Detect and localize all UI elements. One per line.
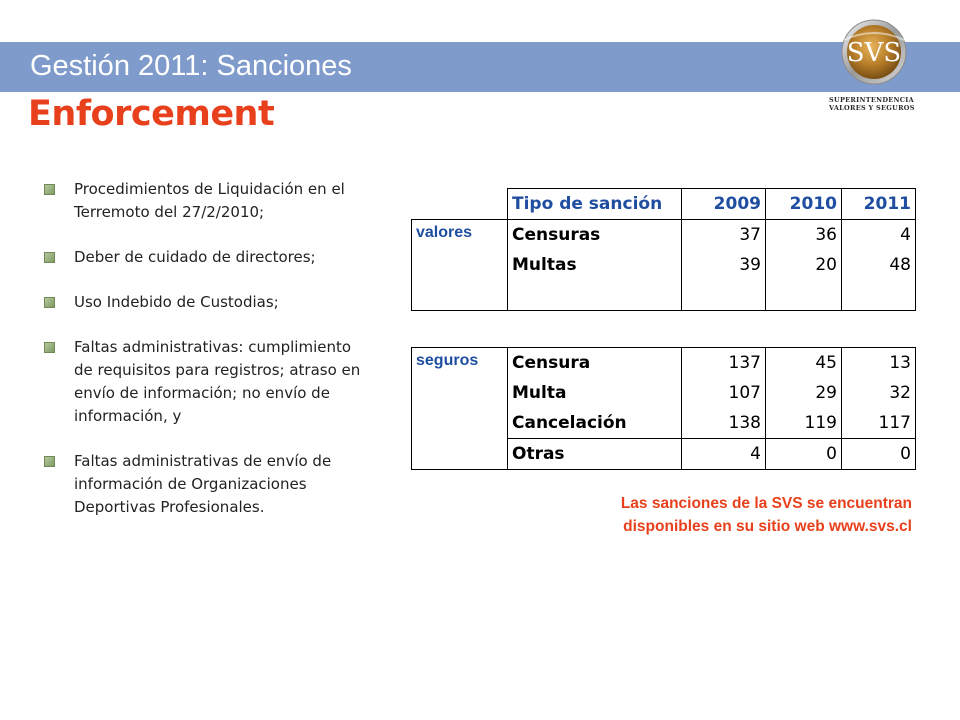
empty-cell: [682, 280, 766, 311]
bullet-item: Procedimientos de Liquidación en el Terremoto del 27/2/2010;: [44, 178, 374, 224]
sanction-type: Censura: [508, 348, 682, 379]
bullet-item: Deber de cuidado de directores;: [44, 246, 374, 269]
value-cell: 45: [766, 348, 842, 379]
value-cell: 138: [682, 408, 766, 439]
seguros-sanctions-table: [411, 347, 916, 470]
value-cell: 20: [766, 250, 842, 280]
square-bullet-icon: [44, 184, 55, 195]
sanction-type: Multas: [508, 250, 682, 280]
square-bullet-icon: [44, 456, 55, 467]
value-cell: 137: [682, 348, 766, 379]
value-cell: 107: [682, 378, 766, 408]
value-cell: 48: [842, 250, 916, 280]
value-cell: 117: [842, 408, 916, 439]
square-bullet-icon: [44, 297, 55, 308]
value-cell: 4: [682, 439, 766, 470]
sanction-type: Multa: [508, 378, 682, 408]
valores-sanctions-table: [411, 188, 916, 311]
category-label: valores: [412, 220, 508, 311]
square-bullet-icon: [44, 252, 55, 263]
bullet-item: Faltas administrativas: cumplimiento de requisitos para registros; atraso en envío de información; no envío de información, y: [44, 336, 374, 428]
value-cell: 13: [842, 348, 916, 379]
logo-caption: SUPERINTENDENCIA VALORES Y SEGUROS: [829, 96, 915, 112]
main-title: Enforcement: [28, 94, 275, 134]
value-cell: 119: [766, 408, 842, 439]
empty-cell: [412, 189, 508, 220]
square-bullet-icon: [44, 342, 55, 353]
category-label: seguros: [412, 348, 508, 439]
bullet-list: [44, 178, 374, 541]
slide-header-title: Gestión 2011: Sanciones: [30, 50, 352, 82]
value-cell: 0: [766, 439, 842, 470]
value-cell: 39: [682, 250, 766, 280]
column-header: 2011: [842, 189, 916, 220]
value-cell: 0: [842, 439, 916, 470]
value-cell: 37: [682, 220, 766, 251]
table-header-row: [412, 189, 916, 220]
table-row: [412, 348, 916, 379]
column-header: 2009: [682, 189, 766, 220]
svs-website-note: Las sanciones de la SVS se encuentran disponibles en su sitio web www.svs.cl: [620, 495, 912, 535]
bullet-item: Faltas administrativas de envío de información de Organizaciones Deportivas Profesionales.: [44, 450, 374, 519]
table-row: [412, 439, 916, 470]
empty-cell: [508, 280, 682, 311]
empty-cell: [842, 280, 916, 311]
table-row: [412, 220, 916, 251]
column-header: 2010: [766, 189, 842, 220]
sanction-type: Censuras: [508, 220, 682, 251]
column-header: Tipo de sanción: [508, 189, 682, 220]
value-cell: 4: [842, 220, 916, 251]
value-cell: 29: [766, 378, 842, 408]
empty-cell: [766, 280, 842, 311]
sanction-type: Cancelación: [508, 408, 682, 439]
logo-text: SVS: [846, 38, 902, 68]
bullet-item: Uso Indebido de Custodias;: [44, 291, 374, 314]
value-cell: 36: [766, 220, 842, 251]
sanction-type: Otras: [508, 439, 682, 470]
value-cell: 32: [842, 378, 916, 408]
empty-cell: [412, 439, 508, 470]
